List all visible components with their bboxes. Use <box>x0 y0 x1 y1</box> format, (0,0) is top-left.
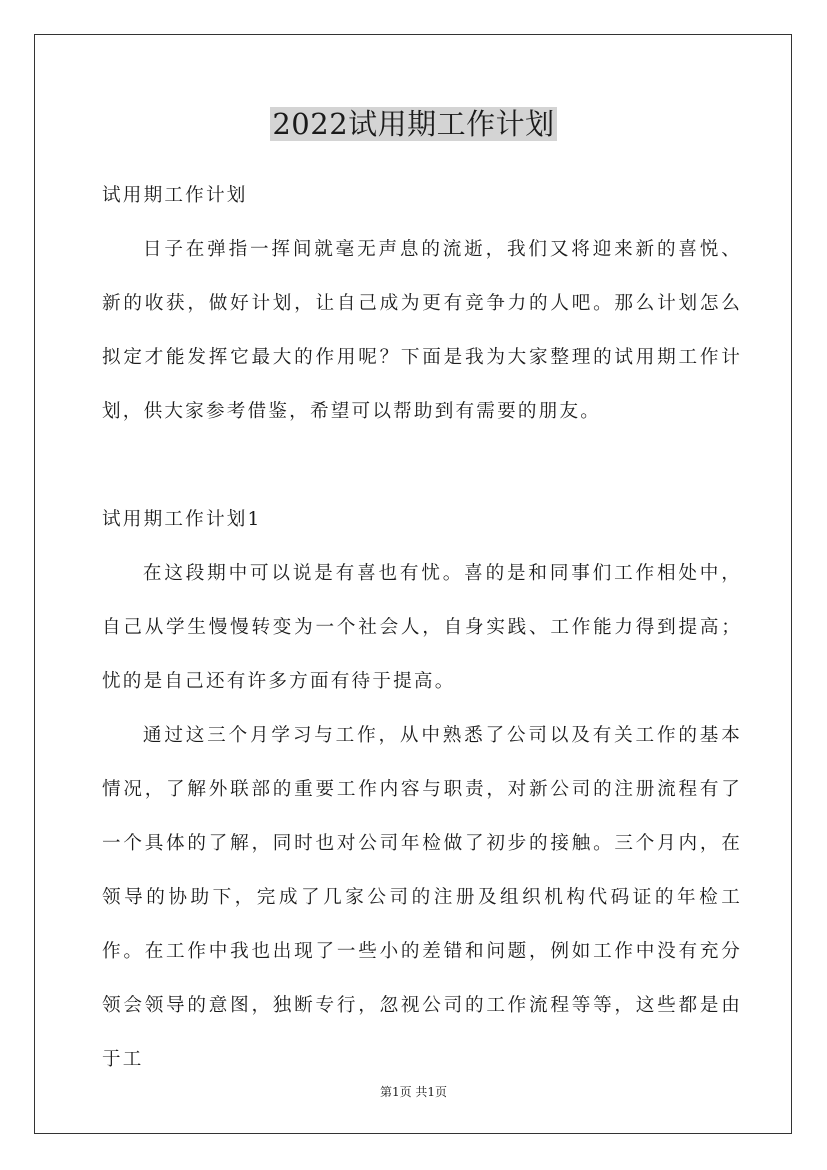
body-paragraph: 在这段期中可以说是有喜也有忧。喜的是和同事们工作相处中，自己从学生慢慢转变为一个社会人，自身实践、工作能力得到提高；忧的是自己还有许多方面有待于提高。 <box>102 563 742 692</box>
page-footer <box>0 1084 827 1100</box>
document-title <box>0 104 827 144</box>
document-body <box>102 169 742 1087</box>
blank-line <box>102 439 742 493</box>
section-heading: 试用期工作计划1 <box>102 509 262 530</box>
page-number-label: 第1页 共1页 <box>379 1085 448 1099</box>
document-title-text: 2022试用期工作计划 <box>272 107 555 141</box>
intro-paragraph: 日子在弹指一挥间就毫无声息的流逝，我们又将迎来新的喜悦、新的收获，做好计划，让自己成为更有竞争力的人吧。那么计划怎么拟定才能发挥它最大的作用呢？下面是我为大家整理的试用期工作计划，供大家参考借鉴，希望可以帮助到有需要的朋友。 <box>102 239 742 422</box>
body-paragraph: 通过这三个月学习与工作，从中熟悉了公司以及有关工作的基本情况，了解外联部的重要工作内容与职责，对新公司的注册流程有了一个具体的了解，同时也对公司年检做了初步的接触。三个月内，在领导的协助下，完成了几家公司的注册及组织机构代码证的年检工作。在工作中我也出现了一些小的差错和问题，例如工作中没有充分领会领导的意图，独断专行，忽视公司的工作流程等等，这些都是由于工 <box>102 725 742 1070</box>
section-heading: 试用期工作计划 <box>102 185 248 206</box>
